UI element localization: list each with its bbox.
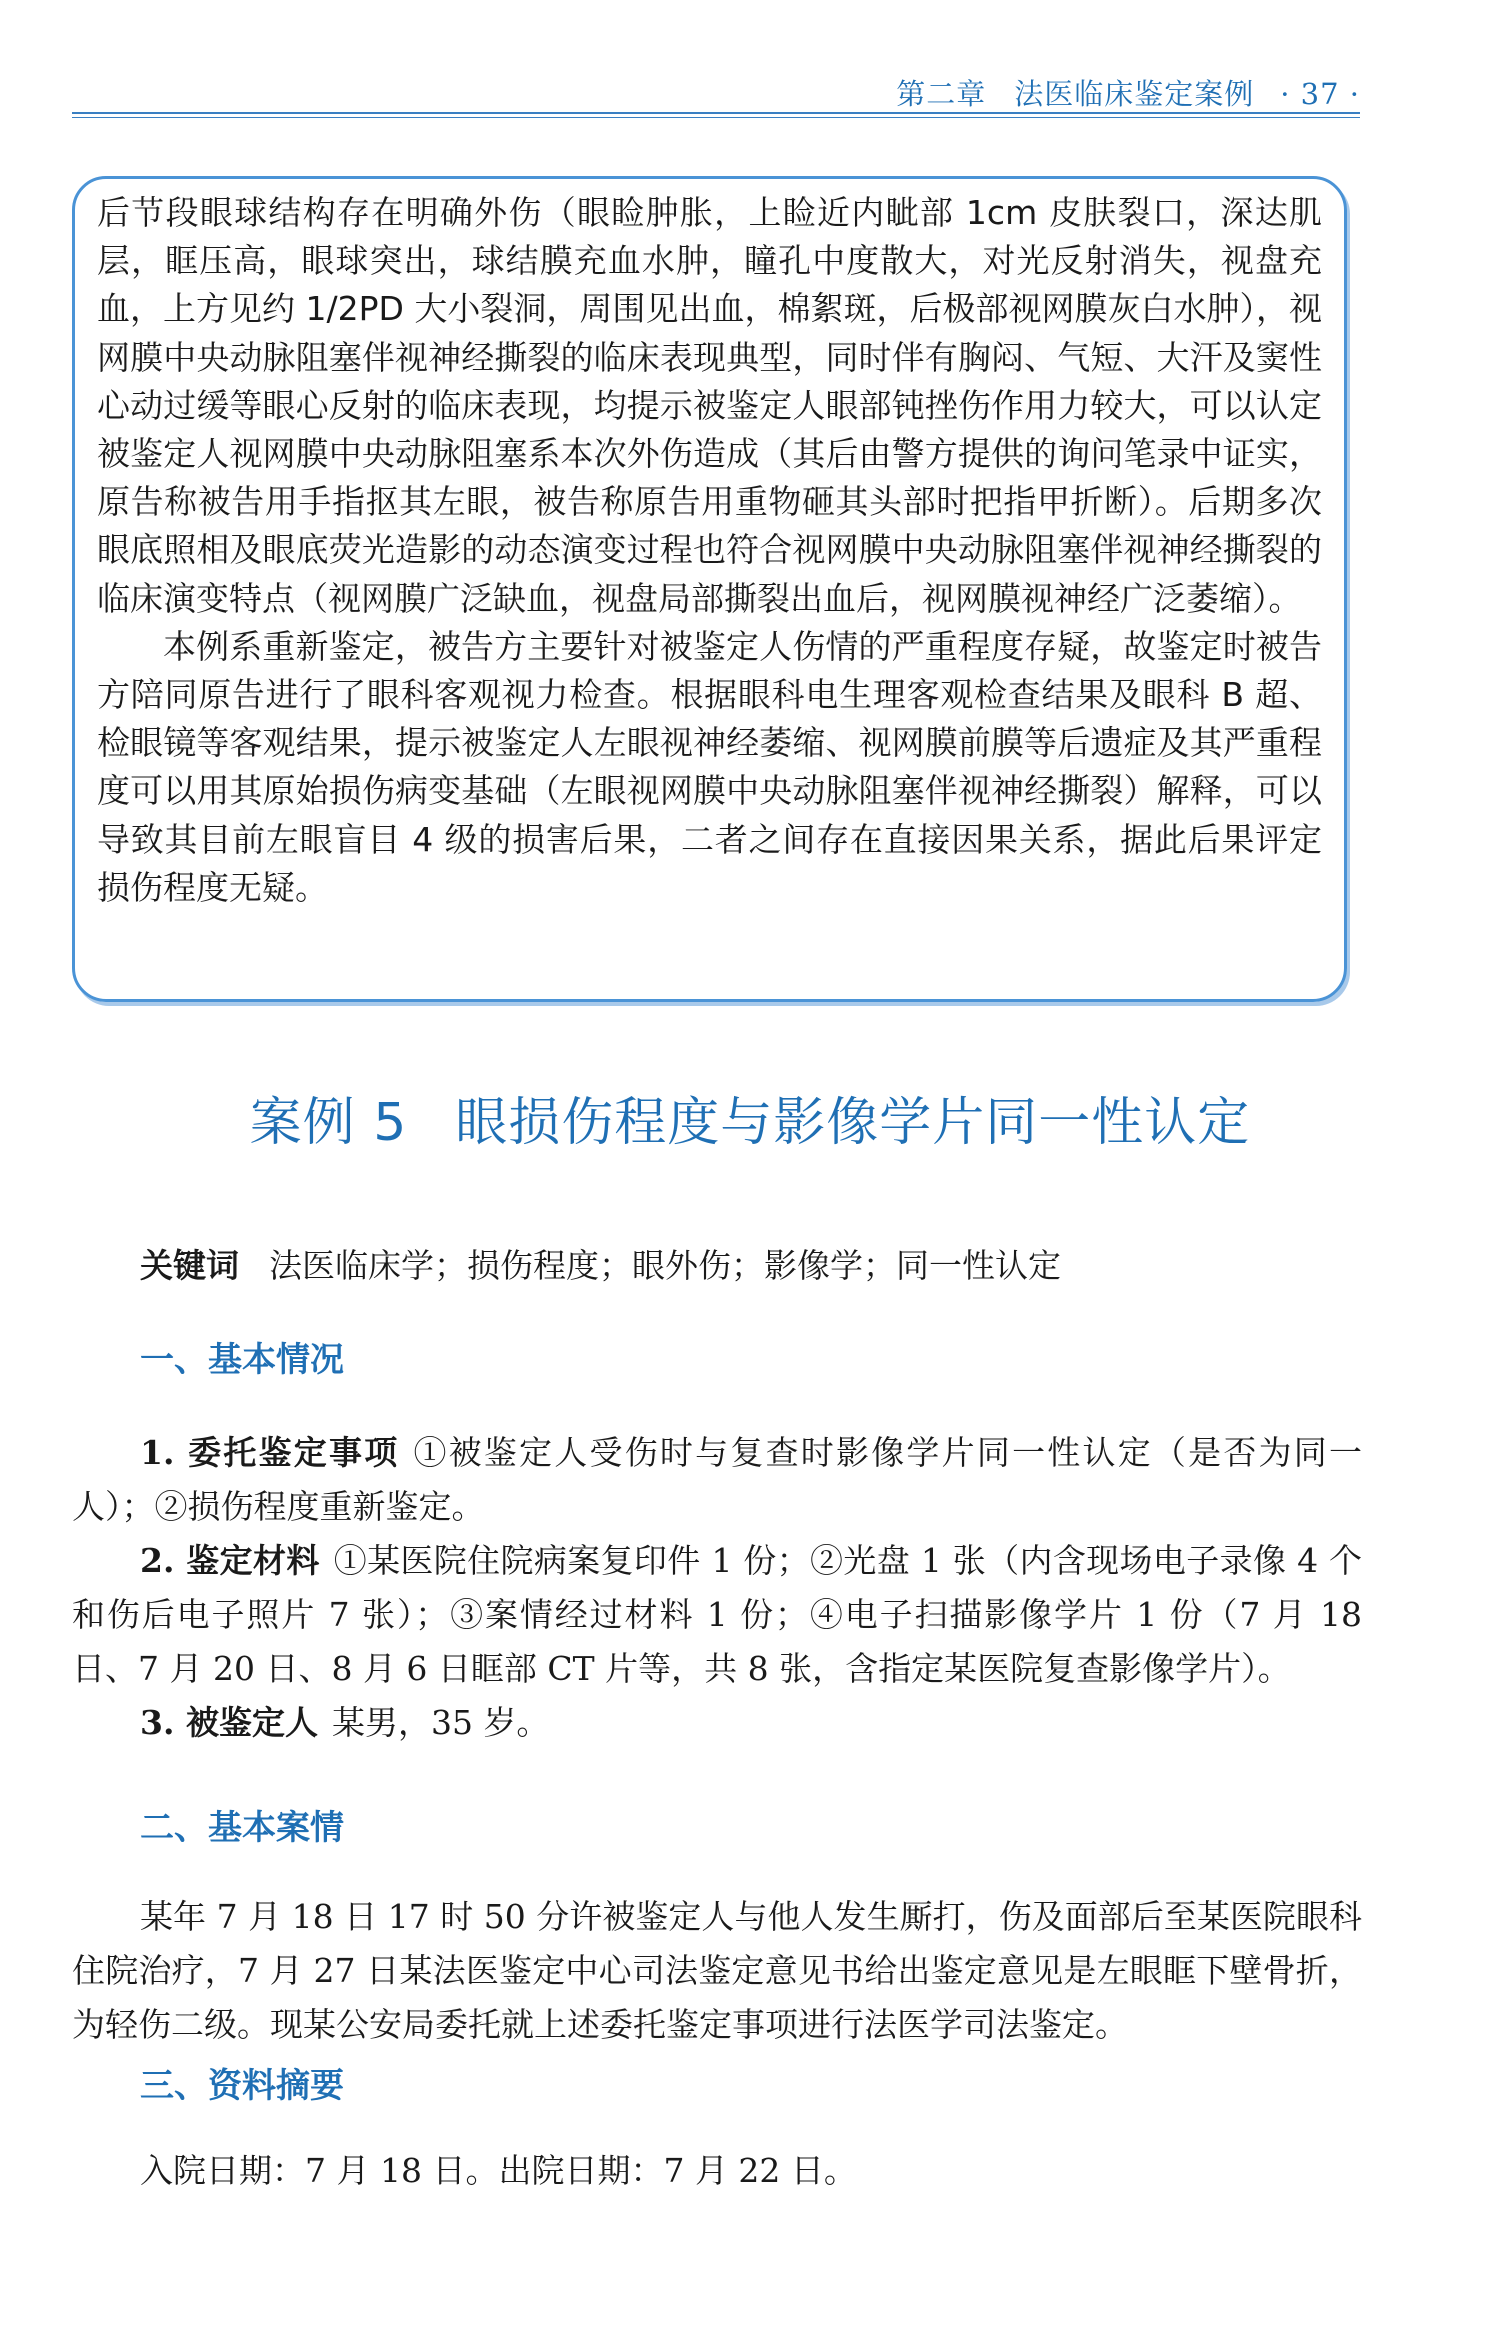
basic-item-3-text: 某男，35 岁。: [331, 1703, 550, 1742]
section-heading-summary: 三、资料摘要: [140, 2066, 344, 2106]
basic-item-1: [72, 1426, 1362, 1534]
basic-item-2: [72, 1534, 1362, 1696]
keywords: [140, 1240, 1061, 1287]
basic-item-3: [72, 1696, 1362, 1750]
chapter-label: 第二章: [896, 77, 987, 111]
case-number: 案例 5: [249, 1093, 408, 1153]
page-number: · 37 ·: [1280, 77, 1360, 111]
box-paragraph-1: 后节段眼球结构存在明确外伤（眼睑肿胀，上睑近内眦部 1cm 皮肤裂口，深达肌层，眶压高，眼球突出，球结膜充血水肿，瞳孔中度散大，对光反射消失，视盘充血，上方见约 1/2PD 大小裂洞，周围见出血，棉絮斑，后极部视网膜灰白水肿），视网膜中央动脉阻塞伴视神经撕裂的临床表现典型，同时伴有胸闷、气短、大汗及窦性心动过缓等眼心反射的临床表现，均提示被鉴定人眼部钝挫伤作用力较大，可以认定被鉴定人视网膜中央动脉阻塞系本次外伤造成（其后由警方提供的询问笔录中证实，原告称被告用手指抠其左眼，被告称原告用重物砸其头部时把指甲折断）。后期多次眼底照相及眼底荧光造影的动态演变过程也符合视网膜中央动脉阻塞伴视神经撕裂的临床演变特点（视网膜广泛缺血，视盘局部撕裂出血后，视网膜视神经广泛萎缩）。: [97, 193, 1322, 618]
basic-item-2-label: 2. 鉴定材料: [140, 1541, 320, 1580]
basic-item-1-label: 1. 委托鉴定事项: [140, 1433, 400, 1472]
header-rule: [72, 112, 1360, 118]
section-heading-basic-info: 一、基本情况: [140, 1340, 344, 1380]
page-header: [0, 60, 1500, 120]
basic-item-3-label: 3. 被鉴定人: [140, 1703, 318, 1742]
case-facts-paragraph: 某年 7 月 18 日 17 时 50 分许被鉴定人与他人发生厮打，伤及面部后至某医院眼科住院治疗，7 月 27 日某法医鉴定中心司法鉴定意见书给出鉴定意见是左眼眶下壁骨折，为轻伤二级。现某公安局委托就上述委托鉴定事项进行法医学司法鉴定。: [72, 1897, 1362, 2044]
keywords-label: 关键词: [140, 1246, 239, 1285]
analysis-box: [72, 176, 1347, 1002]
basic-item-2-text: ①某医院住院病案复印件 1 份；②光盘 1 张（内含现场电子录像 4 个和伤后电子照片 7 张）；③案情经过材料 1 份；④电子扫描影像学片 1 份（7 月 18 日、7 月 20 日、8 月 6 日眶部 CT 片等，共 8 张，含指定某医院复查影像学片）。: [72, 1541, 1362, 1688]
case-title: [0, 1080, 1500, 1155]
summary-paragraph: 入院日期：7 月 18 日。出院日期：7 月 22 日。: [140, 2151, 857, 2190]
chapter-title: 法医临床鉴定案例: [1014, 77, 1255, 111]
basic-item-1-text: ①被鉴定人受伤时与复查时影像学片同一性认定（是否为同一人）；②损伤程度重新鉴定。: [72, 1433, 1362, 1526]
running-head: [896, 72, 1360, 113]
keywords-text: 法医临床学；损伤程度；眼外伤；影像学；同一性认定: [269, 1246, 1061, 1285]
case-title-text: 眼损伤程度与影像学片同一性认定: [455, 1093, 1251, 1153]
section-heading-case-facts: 二、基本案情: [140, 1808, 344, 1848]
box-paragraph-2: 本例系重新鉴定，被告方主要针对被鉴定人伤情的严重程度存疑，故鉴定时被告方陪同原告进行了眼科客观视力检查。根据眼科电生理客观检查结果及眼科 B 超、检眼镜等客观结果，提示被鉴定人左眼视神经萎缩、视网膜前膜等后遗症及其严重程度可以用其原始损伤病变基础（左眼视网膜中央动脉阻塞伴视神经撕裂）解释，可以导致其目前左眼盲目 4 级的损害后果，二者之间存在直接因果关系，据此后果评定损伤程度无疑。: [97, 626, 1322, 907]
